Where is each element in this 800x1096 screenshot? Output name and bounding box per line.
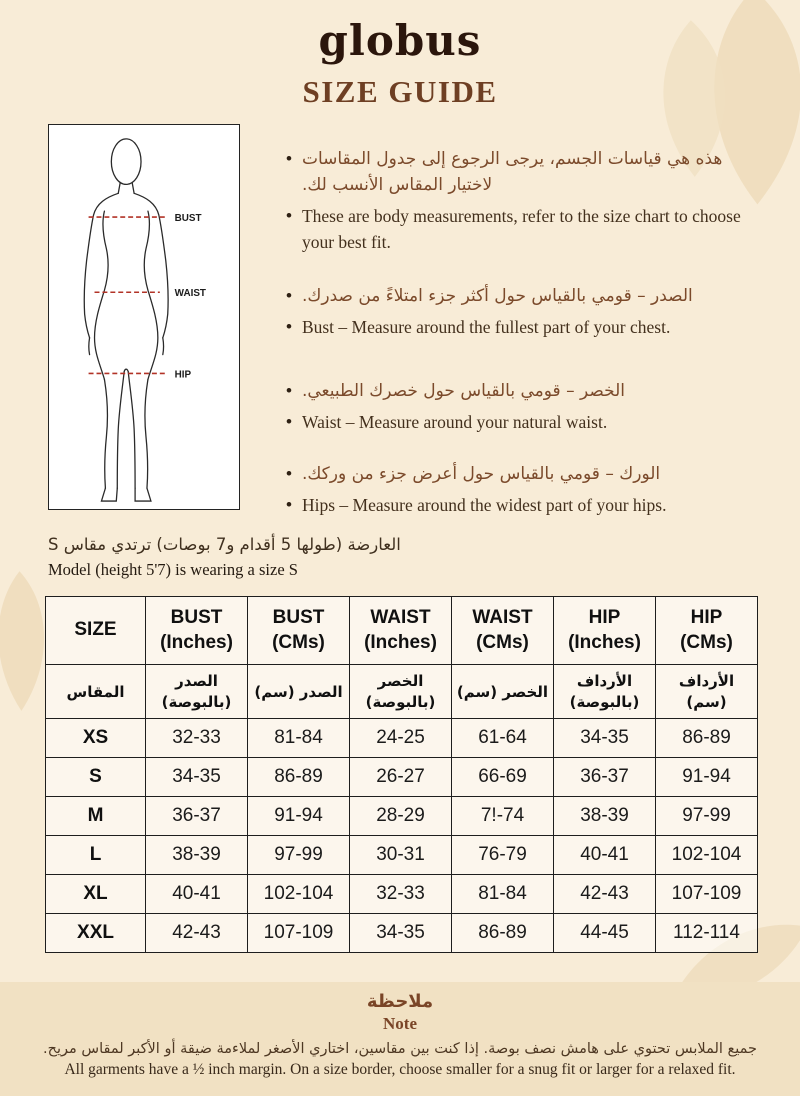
note-title-english: Note — [383, 1014, 417, 1033]
measurement-cell: 81-84 — [248, 718, 350, 757]
instruction-english — [286, 203, 764, 255]
measurement-cell: 34-35 — [350, 913, 452, 952]
instruction-arabic — [286, 378, 764, 404]
model-size-note — [48, 532, 401, 582]
instruction-english-text: Bust – Measure around the fullest part of your chest. — [301, 317, 671, 337]
column-header-en: WAIST (CMs) — [452, 597, 554, 665]
column-header-ar: الصدر (بالبوصة) — [146, 665, 248, 719]
column-header-ar: الأرداف (سم) — [656, 665, 758, 719]
column-header-en: HIP (CMs) — [656, 597, 758, 665]
column-header-ar: الأرداف (بالبوصة) — [554, 665, 656, 719]
measurement-cell: 30-31 — [350, 835, 452, 874]
instruction-english-text: Waist – Measure around your natural waist. — [301, 412, 608, 432]
body-figure-illustration — [49, 125, 239, 509]
measurement-cell: 102-104 — [248, 874, 350, 913]
measurement-cell: 40-41 — [146, 874, 248, 913]
column-header-en: SIZE — [46, 597, 146, 665]
measurement-cell: 112-114 — [656, 913, 758, 952]
bullet-icon: • — [286, 206, 292, 225]
size-row — [46, 718, 758, 757]
size-table-body — [46, 718, 758, 952]
note-body-english: All garments have a ½ inch margin. On a size border, choose smaller for a snug fit or larger for a relaxed fit. — [64, 1061, 736, 1078]
instruction-group-general — [286, 146, 764, 255]
column-header-en: HIP (Inches) — [554, 597, 656, 665]
model-note-english: Model (height 5'7) is wearing a size S — [48, 560, 298, 579]
measurement-cell: 36-37 — [554, 757, 656, 796]
instruction-group-hip — [286, 461, 764, 518]
size-row — [46, 913, 758, 952]
measurement-cell: 86-89 — [656, 718, 758, 757]
body-outline — [84, 139, 168, 501]
brand-logo: globus — [318, 16, 482, 65]
note-title-arabic: ملاحظة — [366, 991, 434, 1012]
column-header-ar: الخصر (بالبوصة) — [350, 665, 452, 719]
instruction-english — [286, 409, 764, 435]
size-label-cell: S — [46, 757, 146, 796]
bullet-icon: • — [286, 464, 292, 483]
size-label-cell: XL — [46, 874, 146, 913]
bullet-icon: • — [286, 381, 292, 400]
column-header-ar: الخصر (سم) — [452, 665, 554, 719]
column-header-en: BUST (Inches) — [146, 597, 248, 665]
measurement-cell: 61-64 — [452, 718, 554, 757]
measurement-cell: 42-43 — [554, 874, 656, 913]
measurement-cell: 91-94 — [248, 796, 350, 835]
measurement-cell: 7!-74 — [452, 796, 554, 835]
measurement-cell: 36-37 — [146, 796, 248, 835]
measurement-lines — [89, 217, 166, 373]
measurement-cell: 38-39 — [146, 835, 248, 874]
size-label-cell: XS — [46, 718, 146, 757]
measurement-cell: 32-33 — [350, 874, 452, 913]
column-header-en: WAIST (Inches) — [350, 597, 452, 665]
measurement-cell: 24-25 — [350, 718, 452, 757]
column-header-ar: المقاس — [46, 665, 146, 719]
measurement-cell: 32-33 — [146, 718, 248, 757]
measurement-cell: 97-99 — [656, 796, 758, 835]
size-row — [46, 835, 758, 874]
measurement-cell: 81-84 — [452, 874, 554, 913]
measurement-cell: 44-45 — [554, 913, 656, 952]
measurement-cell: 107-109 — [248, 913, 350, 952]
instructions-list — [286, 146, 764, 523]
instruction-arabic-text: هذه هي قياسات الجسم، يرجى الرجوع إلى جدول المقاسات لاختيار المقاس الأنسب لك. — [301, 149, 723, 195]
instruction-arabic-text: الصدر – قومي بالقياس حول أكثر جزء امتلاءً من صدرك. — [301, 286, 693, 306]
bust-line-label: BUST — [174, 213, 202, 225]
measurement-cell: 86-89 — [248, 757, 350, 796]
note-body-arabic: جميع الملابس تحتوي على هامش نصف بوصة. إذا كنت بين مقاسين، اختاري الأصغر لملاءمة ضيقة أو الأكبر لمقاس مريح. — [43, 1041, 757, 1057]
measurement-cell: 28-29 — [350, 796, 452, 835]
instruction-english-text: These are body measurements, refer to the size chart to choose your best fit. — [301, 206, 741, 252]
bullet-icon: • — [286, 286, 292, 305]
measurement-cell: 34-35 — [554, 718, 656, 757]
bullet-icon: • — [286, 412, 292, 431]
size-label-cell: L — [46, 835, 146, 874]
instruction-english — [286, 492, 764, 518]
page-title: SIZE GUIDE — [302, 74, 498, 109]
note-band — [0, 982, 800, 1096]
instruction-arabic-text: الخصر – قومي بالقياس حول خصرك الطبيعي. — [301, 381, 625, 401]
instruction-english-text: Hips – Measure around the widest part of your hips. — [301, 495, 667, 515]
measurement-cell: 38-39 — [554, 796, 656, 835]
column-header-ar: الصدر (سم) — [248, 665, 350, 719]
size-label-cell: XXL — [46, 913, 146, 952]
bullet-icon: • — [286, 149, 292, 168]
measurement-cell: 34-35 — [146, 757, 248, 796]
size-label-cell: M — [46, 796, 146, 835]
bullet-icon: • — [286, 495, 292, 514]
measurement-cell: 86-89 — [452, 913, 554, 952]
column-header-en: BUST (CMs) — [248, 597, 350, 665]
measurement-figure-box — [48, 124, 240, 510]
table-head-row-en — [46, 597, 758, 665]
instruction-group-bust — [286, 283, 764, 340]
instruction-arabic — [286, 146, 764, 198]
measurement-cell: 91-94 — [656, 757, 758, 796]
instruction-english — [286, 314, 764, 340]
instruction-group-waist — [286, 378, 764, 435]
measurement-cell: 102-104 — [656, 835, 758, 874]
measurement-cell: 107-109 — [656, 874, 758, 913]
size-row — [46, 796, 758, 835]
measurement-cell: 42-43 — [146, 913, 248, 952]
measurement-cell: 76-79 — [452, 835, 554, 874]
size-row — [46, 874, 758, 913]
instruction-arabic-text: الورك – قومي بالقياس حول أعرض جزء من وركك. — [301, 464, 661, 484]
bullet-icon: • — [286, 317, 292, 336]
table-head-row-ar — [46, 665, 758, 719]
measurement-cell: 66-69 — [452, 757, 554, 796]
instruction-arabic — [286, 461, 764, 487]
instruction-arabic — [286, 283, 764, 309]
model-note-arabic: العارضة (طولها 5 أقدام و7 بوصات) ترتدي مقاس S — [48, 535, 401, 554]
hip-line-label: HIP — [174, 369, 192, 381]
measurement-cell: 40-41 — [554, 835, 656, 874]
measurement-cell: 26-27 — [350, 757, 452, 796]
waist-line-label: WAIST — [174, 288, 206, 300]
size-table — [45, 596, 758, 953]
size-row — [46, 757, 758, 796]
size-table-head — [46, 597, 758, 719]
measurement-cell: 97-99 — [248, 835, 350, 874]
